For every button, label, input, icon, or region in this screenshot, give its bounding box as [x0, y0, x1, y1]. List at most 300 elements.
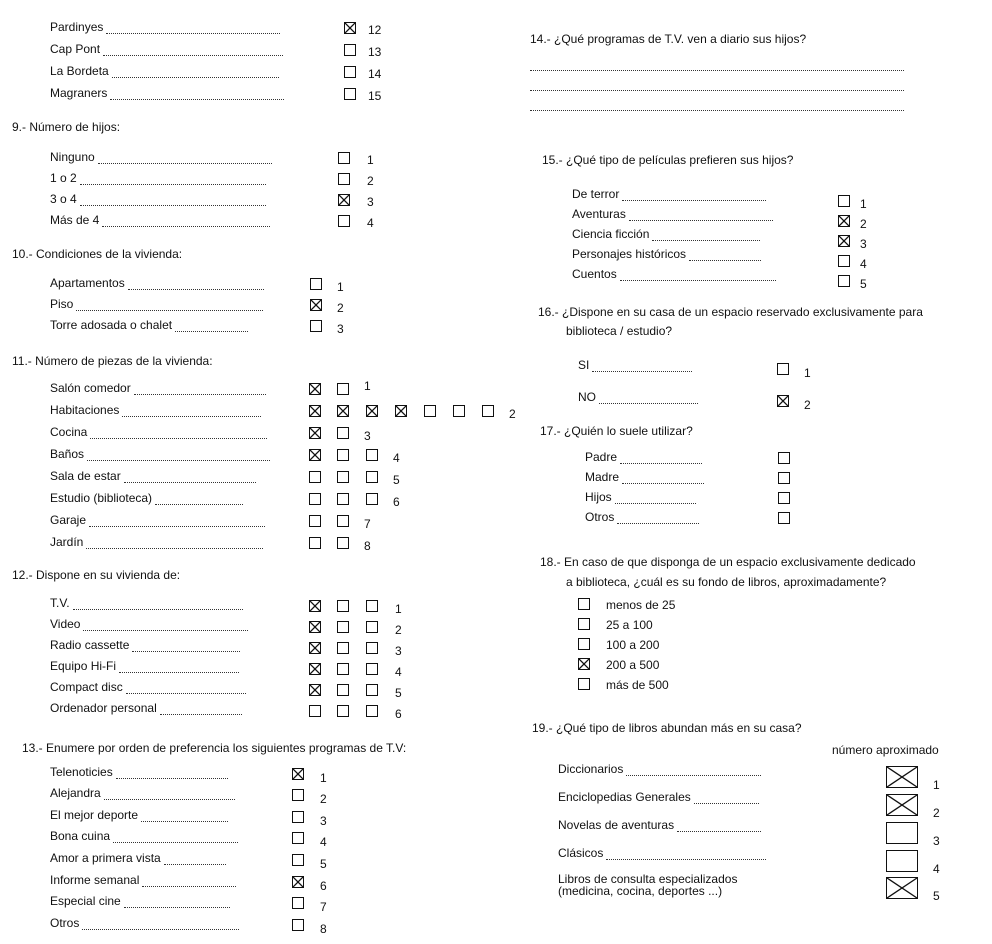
q9-checkbox[interactable]	[338, 194, 350, 206]
q10-title: 10.- Condiciones de la vivienda:	[12, 247, 183, 261]
option-text: Ciencia ficción	[572, 227, 650, 241]
dot-leader	[98, 153, 272, 164]
q11-checkbox[interactable]	[482, 405, 494, 417]
q11-checkbox[interactable]	[309, 493, 321, 505]
check-mark-icon	[338, 406, 348, 416]
dot-leader	[122, 406, 260, 417]
q10-checkbox[interactable]	[310, 320, 322, 332]
option-code: 2	[933, 806, 940, 820]
dot-leader	[164, 854, 226, 865]
q15-checkbox[interactable]	[838, 235, 850, 247]
option-text: NO	[578, 390, 596, 404]
q12-checkbox[interactable]	[309, 621, 321, 633]
option-text: Estudio (biblioteca)	[50, 491, 153, 505]
q12-checkbox[interactable]	[366, 642, 378, 654]
option-text: 3 o 4	[50, 192, 77, 206]
q9-checkbox[interactable]	[338, 215, 350, 227]
option-code: 14	[368, 67, 382, 81]
check-mark-icon	[310, 450, 320, 460]
option-text: Alejandra	[50, 786, 101, 800]
option-text: Novelas de aventuras	[558, 818, 675, 832]
q13-checkbox[interactable]	[292, 854, 304, 866]
option-text: Otros	[50, 916, 80, 930]
answer-line[interactable]	[530, 70, 904, 71]
option-code: 4	[933, 862, 940, 876]
dot-leader	[620, 270, 776, 281]
q8-option	[50, 42, 283, 56]
option-text: Garaje	[50, 513, 87, 527]
check-mark-icon	[778, 396, 788, 406]
q11-checkbox[interactable]	[309, 537, 321, 549]
q15-title: 15.- ¿Qué tipo de películas prefieren sus hijos?	[542, 153, 794, 167]
q12-title: 12.- Dispone en su vivienda de:	[12, 568, 181, 582]
q12-checkbox[interactable]	[366, 600, 378, 612]
q19-checkbox[interactable]	[886, 794, 918, 816]
option-code: 1	[367, 153, 374, 167]
q8-checkbox[interactable]	[344, 88, 356, 100]
q11-checkbox[interactable]	[309, 449, 321, 461]
q9-option	[50, 150, 272, 164]
q15-option	[572, 227, 760, 241]
q11-checkbox[interactable]	[366, 405, 378, 417]
q18-option	[606, 618, 653, 632]
q19-column-header: número aproximado	[832, 743, 939, 757]
option-code: 1	[337, 280, 344, 294]
q10-checkbox[interactable]	[310, 278, 322, 290]
dot-leader	[132, 641, 240, 652]
q12-checkbox[interactable]	[309, 663, 321, 675]
option-code: 4	[860, 257, 867, 271]
dot-leader	[592, 361, 691, 372]
q15-option	[572, 187, 766, 201]
option-code: 6	[320, 879, 327, 893]
option-code: 5	[393, 473, 400, 487]
q13-checkbox[interactable]	[292, 811, 304, 823]
q17-checkbox[interactable]	[778, 512, 790, 524]
option-text: Equipo Hi-Fi	[50, 659, 117, 673]
option-code: 8	[364, 539, 371, 553]
dot-leader	[142, 876, 236, 887]
q15-checkbox[interactable]	[838, 255, 850, 267]
option-code: 7	[364, 517, 371, 531]
option-text: Personajes históricos	[572, 247, 687, 261]
check-mark-icon	[839, 236, 849, 246]
dot-leader	[106, 23, 279, 34]
q9-checkbox[interactable]	[338, 173, 350, 185]
q18-option	[606, 678, 669, 692]
q17-title: 17.- ¿Quién lo suele utilizar?	[540, 424, 693, 438]
q13-option	[50, 894, 230, 908]
q8-checkbox[interactable]	[344, 44, 356, 56]
q11-checkbox[interactable]	[366, 493, 378, 505]
dot-leader	[87, 450, 270, 461]
dot-leader	[689, 250, 761, 261]
q11-checkbox[interactable]	[309, 471, 321, 483]
option-text: más de 500	[606, 678, 669, 692]
dot-leader	[119, 662, 239, 673]
check-mark-icon	[310, 384, 320, 394]
dot-leader	[90, 428, 266, 439]
option-text: Especial cine	[50, 894, 121, 908]
check-mark-icon	[339, 195, 349, 205]
check-mark-icon	[345, 23, 355, 33]
q11-option	[50, 535, 263, 549]
option-code: 3	[395, 644, 402, 658]
option-text: Magraners	[50, 86, 108, 100]
dot-leader	[82, 919, 239, 930]
q13-checkbox[interactable]	[292, 789, 304, 801]
q12-option	[50, 638, 240, 652]
dot-leader	[128, 279, 264, 290]
check-mark-icon	[887, 878, 917, 898]
dot-leader	[124, 472, 256, 483]
q16-checkbox[interactable]	[777, 363, 789, 375]
option-text: Jardín	[50, 535, 84, 549]
q15-checkbox[interactable]	[838, 275, 850, 287]
q12-checkbox[interactable]	[337, 600, 349, 612]
q15-option	[572, 207, 773, 221]
option-text: Habitaciones	[50, 403, 120, 417]
q11-checkbox[interactable]	[395, 405, 407, 417]
q12-option	[50, 659, 239, 673]
option-text: 100 a 200	[606, 638, 660, 652]
q17-checkbox[interactable]	[778, 452, 790, 464]
option-text: Compact disc	[50, 680, 123, 694]
dot-leader	[113, 832, 238, 843]
q15-checkbox[interactable]	[838, 215, 850, 227]
dot-leader	[677, 821, 761, 832]
q15-checkbox[interactable]	[838, 195, 850, 207]
dot-leader	[103, 45, 283, 56]
option-text: Otros	[585, 510, 615, 524]
option-text: Aventuras	[572, 207, 626, 221]
q16-option	[578, 358, 692, 372]
check-mark-icon	[887, 767, 917, 787]
option-text: La Bordeta	[50, 64, 109, 78]
option-text: Telenoticies	[50, 765, 113, 779]
option-code: 3	[367, 195, 374, 209]
q13-checkbox[interactable]	[292, 832, 304, 844]
dot-leader	[620, 453, 702, 464]
q12-checkbox[interactable]	[337, 705, 349, 717]
check-mark-icon	[293, 877, 303, 887]
check-mark-icon	[293, 769, 303, 779]
dot-leader	[606, 849, 766, 860]
q12-checkbox[interactable]	[337, 621, 349, 633]
check-mark-icon	[311, 300, 321, 310]
dot-leader	[175, 321, 248, 332]
q9-title: 9.- Número de hijos:	[12, 120, 121, 134]
q17-checkbox[interactable]	[778, 492, 790, 504]
q13-option	[50, 808, 228, 822]
q13-title: 13.- Enumere por orden de preferencia los siguientes programas de T.V:	[22, 741, 407, 755]
dot-leader	[134, 384, 266, 395]
option-text: El mejor deporte	[50, 808, 139, 822]
option-code: 5	[860, 277, 867, 291]
q8-checkbox[interactable]	[344, 22, 356, 34]
dot-leader	[112, 67, 279, 78]
q16-option	[578, 390, 698, 404]
option-code: 2	[804, 398, 811, 412]
q18-option	[606, 658, 659, 672]
option-code: 7	[320, 900, 327, 914]
option-code: 5	[933, 889, 940, 903]
q9-option	[50, 213, 270, 227]
q18-title: 18.- En caso de que disponga de un espacio exclusivamente dedicado	[540, 555, 916, 569]
q17-option	[585, 510, 699, 524]
option-text: Diccionarios	[558, 762, 624, 776]
option-code: 4	[395, 665, 402, 679]
dot-leader	[86, 538, 262, 549]
q11-option	[50, 491, 243, 505]
option-text: Apartamentos	[50, 276, 125, 290]
check-mark-icon	[310, 664, 320, 674]
q17-option	[585, 490, 696, 504]
option-text: Ninguno	[50, 150, 95, 164]
option-text: Más de 4	[50, 213, 100, 227]
q13-option	[50, 786, 235, 800]
dot-leader	[116, 768, 228, 779]
option-code: 2	[860, 217, 867, 231]
q19-checkbox[interactable]	[886, 822, 918, 844]
option-code: 2	[337, 301, 344, 315]
option-text: 1 o 2	[50, 171, 77, 185]
q11-checkbox[interactable]	[337, 427, 349, 439]
option-text: menos de 25	[606, 598, 676, 612]
q12-option	[50, 680, 246, 694]
check-mark-icon	[310, 406, 320, 416]
option-code: 1	[933, 778, 940, 792]
q19-option	[558, 818, 761, 832]
q11-option	[50, 447, 270, 461]
dot-leader	[83, 620, 248, 631]
q12-checkbox[interactable]	[366, 684, 378, 696]
q17-option	[585, 450, 702, 464]
option-code: 8	[320, 922, 327, 936]
q12-checkbox[interactable]	[309, 642, 321, 654]
q10-checkbox[interactable]	[310, 299, 322, 311]
option-code: 3	[337, 322, 344, 336]
option-text: Radio cassette	[50, 638, 130, 652]
option-code: 1	[860, 197, 867, 211]
q13-checkbox[interactable]	[292, 768, 304, 780]
option-text: T.V.	[50, 596, 70, 610]
dot-leader	[104, 789, 235, 800]
q18-checkbox[interactable]	[578, 598, 590, 610]
option-text: Cuentos	[572, 267, 617, 281]
dot-leader	[615, 493, 697, 504]
q11-checkbox[interactable]	[309, 383, 321, 395]
option-text: 200 a 500	[606, 658, 660, 672]
q11-checkbox[interactable]	[424, 405, 436, 417]
check-mark-icon	[367, 406, 377, 416]
q11-checkbox[interactable]	[337, 493, 349, 505]
dot-leader	[622, 473, 704, 484]
option-text: Padre	[585, 450, 618, 464]
q13-option	[50, 765, 228, 779]
q11-checkbox[interactable]	[309, 405, 321, 417]
q16-checkbox[interactable]	[777, 395, 789, 407]
dot-leader	[102, 216, 270, 227]
q14-title: 14.- ¿Qué programas de T.V. ven a diario sus hijos?	[530, 32, 807, 46]
q13-checkbox[interactable]	[292, 919, 304, 931]
q8-option	[50, 86, 284, 100]
option-text: Informe semanal	[50, 873, 140, 887]
option-code: 2	[509, 407, 516, 421]
dot-leader	[126, 683, 246, 694]
q16-title-cont: biblioteca / estudio?	[566, 324, 673, 338]
option-code: 4	[393, 451, 400, 465]
q12-option	[50, 701, 242, 715]
dot-leader	[80, 195, 267, 206]
q11-checkbox[interactable]	[337, 449, 349, 461]
option-code: 3	[320, 814, 327, 828]
q12-checkbox[interactable]	[366, 705, 378, 717]
q11-checkbox[interactable]	[337, 515, 349, 527]
q19-option	[558, 790, 759, 804]
answer-line[interactable]	[530, 90, 904, 91]
q8-option	[50, 64, 279, 78]
q11-option	[50, 513, 265, 527]
q9-checkbox[interactable]	[338, 152, 350, 164]
option-code: 6	[395, 707, 402, 721]
q10-option	[50, 297, 263, 311]
option-code: 3	[860, 237, 867, 251]
option-text: Madre	[585, 470, 620, 484]
option-code: 13	[368, 45, 382, 59]
option-text: Torre adosada o chalet	[50, 318, 173, 332]
option-code: 12	[368, 23, 382, 37]
dot-leader	[76, 300, 263, 311]
option-code: 4	[367, 216, 374, 230]
dot-leader	[617, 513, 699, 524]
q18-checkbox[interactable]	[578, 618, 590, 630]
dot-leader	[622, 190, 766, 201]
q19-option	[558, 846, 766, 860]
check-mark-icon	[310, 685, 320, 695]
q18-checkbox[interactable]	[578, 658, 590, 670]
q11-option	[50, 469, 256, 483]
q18-option	[606, 638, 659, 652]
option-code: 3	[364, 429, 371, 443]
dot-leader	[110, 89, 283, 100]
option-text: Cocina	[50, 425, 88, 439]
option-code: 1	[320, 771, 327, 785]
q19-checkbox[interactable]	[886, 850, 918, 872]
option-text: Ordenador personal	[50, 701, 157, 715]
dot-leader	[629, 210, 773, 221]
q11-checkbox[interactable]	[309, 515, 321, 527]
q12-checkbox[interactable]	[337, 663, 349, 675]
dot-leader	[599, 393, 698, 404]
q11-checkbox[interactable]	[453, 405, 465, 417]
check-mark-icon	[310, 428, 320, 438]
q13-option	[50, 851, 226, 865]
option-code: 2	[395, 623, 402, 637]
q13-option	[50, 916, 239, 930]
q12-checkbox[interactable]	[309, 684, 321, 696]
option-code: 1	[395, 602, 402, 616]
q15-option	[572, 267, 776, 281]
q11-option	[50, 381, 266, 395]
check-mark-icon	[310, 622, 320, 632]
option-text: De terror	[572, 187, 620, 201]
dot-leader	[626, 765, 760, 776]
q18-checkbox[interactable]	[578, 678, 590, 690]
q18-title-cont: a biblioteca, ¿cuál es su fondo de libros, aproximadamente?	[566, 575, 887, 589]
q13-checkbox[interactable]	[292, 897, 304, 909]
dot-leader	[155, 494, 243, 505]
q19-title: 19.- ¿Qué tipo de libros abundan más en su casa?	[532, 721, 802, 735]
q11-checkbox[interactable]	[337, 537, 349, 549]
dot-leader	[124, 897, 230, 908]
answer-line[interactable]	[530, 110, 904, 111]
q11-checkbox[interactable]	[366, 449, 378, 461]
q12-checkbox[interactable]	[366, 663, 378, 675]
option-code: 5	[320, 857, 327, 871]
option-code: 2	[367, 174, 374, 188]
option-code: 3	[933, 834, 940, 848]
dot-leader	[141, 811, 228, 822]
q12-checkbox[interactable]	[309, 600, 321, 612]
check-mark-icon	[396, 406, 406, 416]
option-text: Video	[50, 617, 81, 631]
q11-checkbox[interactable]	[337, 383, 349, 395]
q8-checkbox[interactable]	[344, 66, 356, 78]
q19-option	[558, 762, 761, 776]
dot-leader	[652, 230, 760, 241]
q12-checkbox[interactable]	[337, 684, 349, 696]
option-text: Piso	[50, 297, 74, 311]
option-code: 1	[804, 366, 811, 380]
q11-checkbox[interactable]	[337, 471, 349, 483]
q12-checkbox[interactable]	[309, 705, 321, 717]
q11-checkbox[interactable]	[366, 471, 378, 483]
check-mark-icon	[887, 795, 917, 815]
q11-checkbox[interactable]	[337, 405, 349, 417]
option-code: 4	[320, 835, 327, 849]
q13-option	[50, 873, 236, 887]
q12-checkbox[interactable]	[337, 642, 349, 654]
option-text: (medicina, cocina, deportes ...)	[558, 884, 723, 898]
check-mark-icon	[310, 643, 320, 653]
dot-leader	[160, 704, 243, 715]
option-text: Sala de estar	[50, 469, 121, 483]
q11-option	[50, 425, 267, 439]
dot-leader	[89, 516, 265, 527]
q10-option	[50, 318, 248, 332]
option-text: Libros de consulta especializados	[558, 872, 738, 886]
q19-checkbox[interactable]	[886, 877, 918, 899]
option-text: Baños	[50, 447, 85, 461]
q11-checkbox[interactable]	[309, 427, 321, 439]
dot-leader	[80, 174, 267, 185]
q13-checkbox[interactable]	[292, 876, 304, 888]
option-text: Clásicos	[558, 846, 604, 860]
check-mark-icon	[310, 601, 320, 611]
q11-option	[50, 403, 261, 417]
q12-checkbox[interactable]	[366, 621, 378, 633]
option-text: Amor a primera vista	[50, 851, 161, 865]
q17-checkbox[interactable]	[778, 472, 790, 484]
check-mark-icon	[579, 659, 589, 669]
q8-option	[50, 20, 280, 34]
dot-leader	[73, 599, 244, 610]
q19-option-cont	[558, 884, 722, 898]
q18-checkbox[interactable]	[578, 638, 590, 650]
q19-checkbox[interactable]	[886, 766, 918, 788]
q9-option	[50, 192, 266, 206]
